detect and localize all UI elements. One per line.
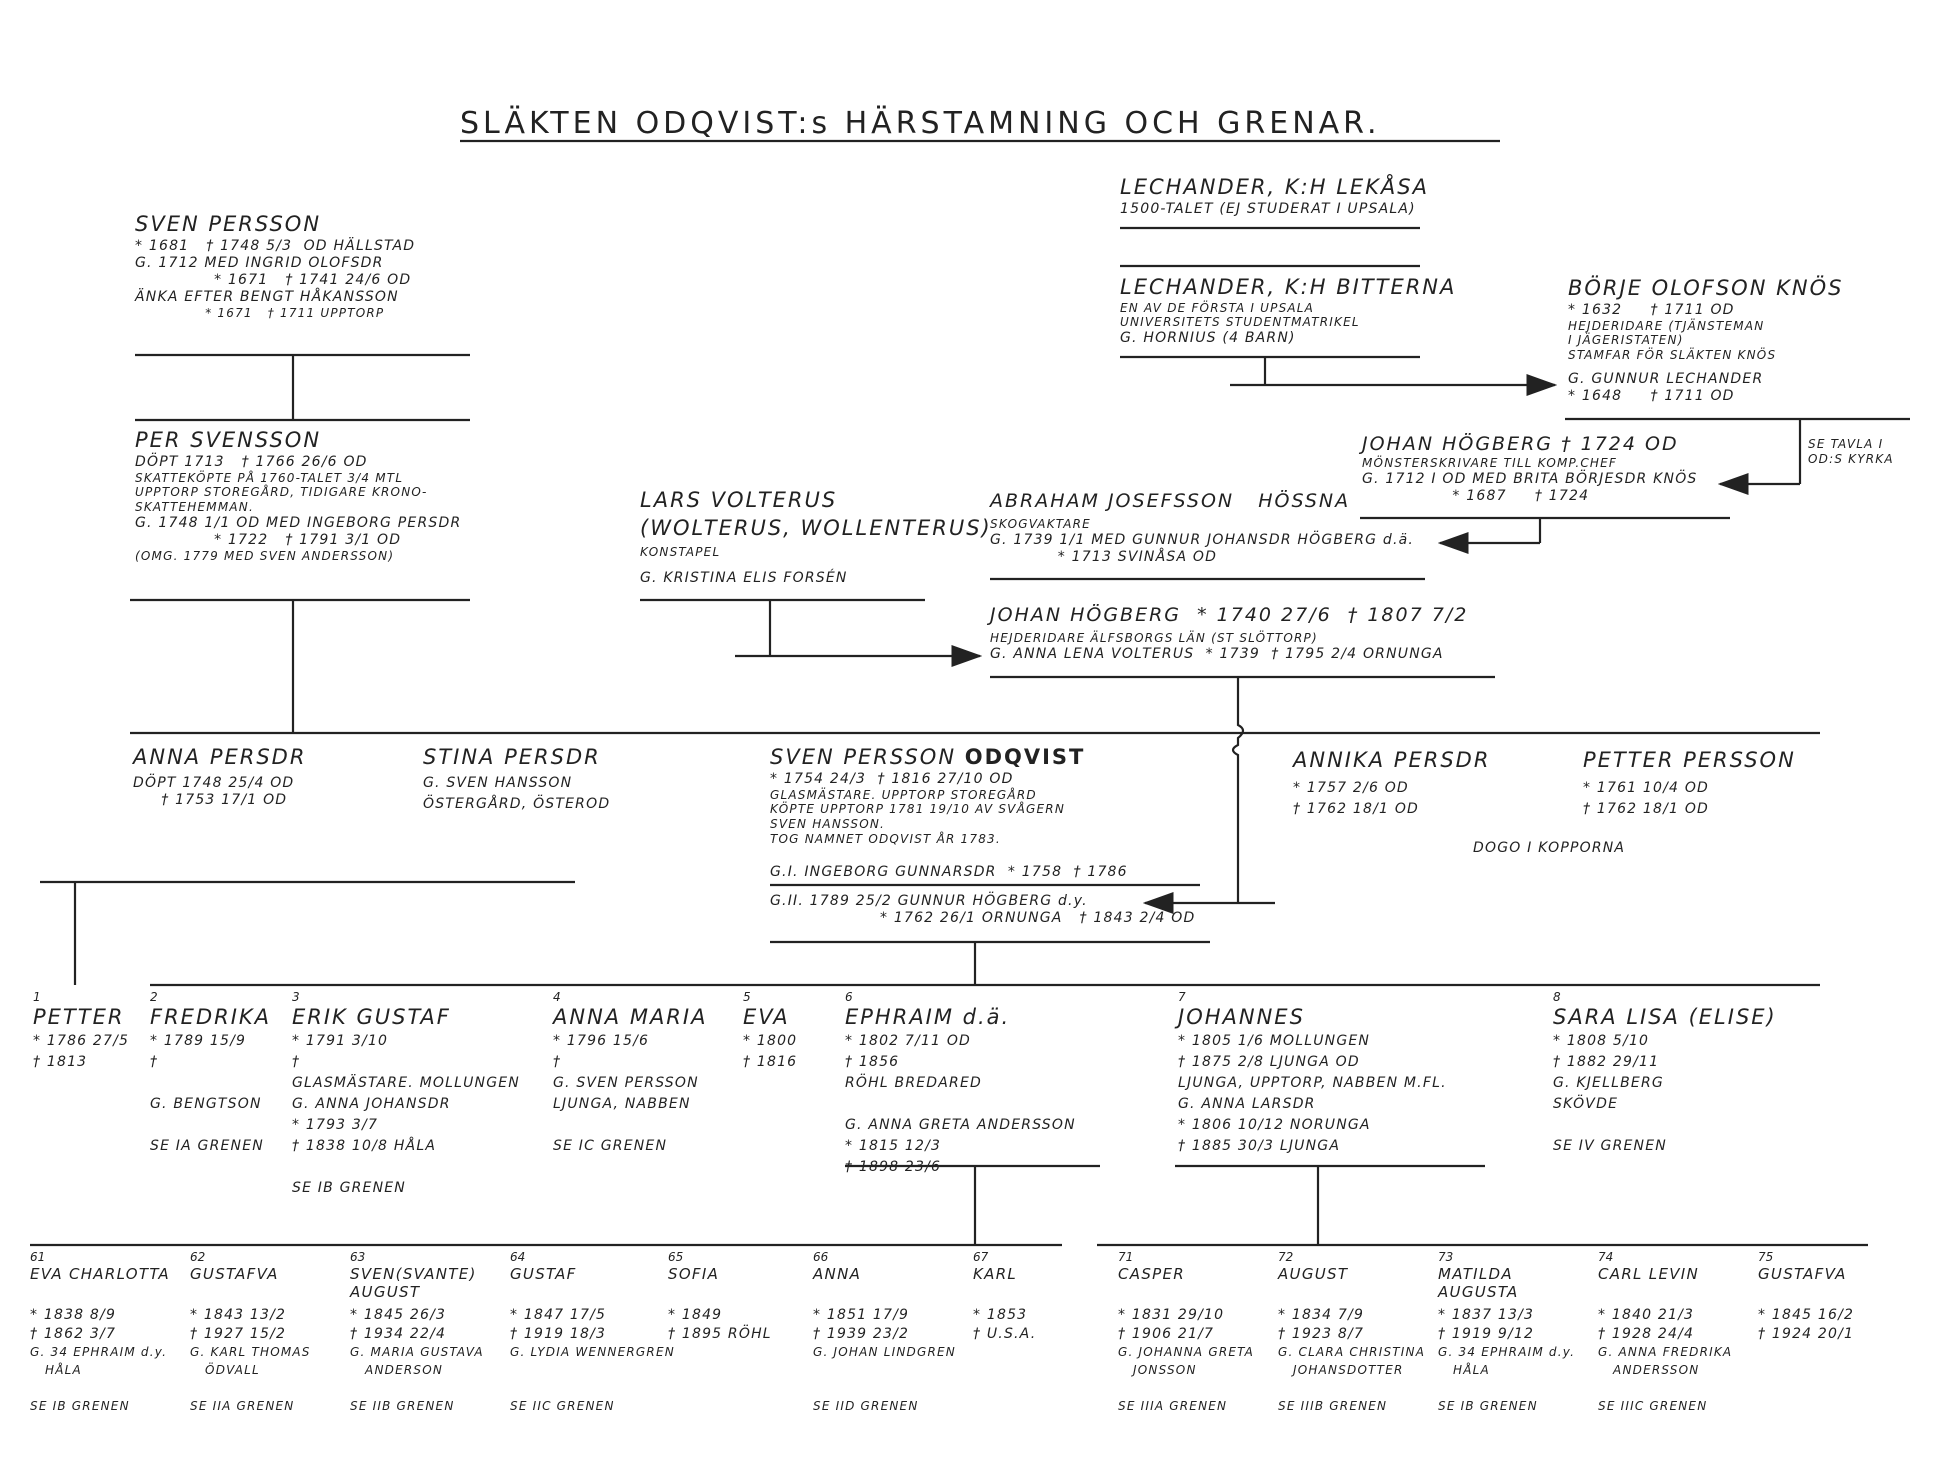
grandchild-61: 61 EVA CHARLOTTA * 1838 8/9 † 1862 3/7 G. 34 EPHRAIM d.y. HÅLA SE IB GRENEN [30,1250,170,1413]
person-name: BÖRJE OLOFSON KNÖS [1568,276,1844,300]
grandchild-number: 72 [1278,1250,1294,1264]
person-lechander-lekasa: LECHANDER, K:H LEKÅSA 1500-TALET (EJ STUDERAT I UPSALA) [1120,175,1429,217]
grandchild-71: 71 CASPER * 1831 29/10 † 1906 21/7 G. JOHANNA GRETA JONSSON SE IIIA GRENEN [1118,1250,1254,1413]
child-number: 1 [33,990,41,1004]
chart-title: SLÄKTEN ODQVIST:s HÄRSTAMNING OCH GRENAR. [460,106,1381,141]
grandchild-number: 65 [668,1250,684,1264]
grandchild-number: 61 [30,1250,46,1264]
child-number: 7 [1178,990,1186,1004]
child-5: 5 EVA * 1800 † 1816 [743,990,798,1071]
child-7: 7 JOHANNES * 1805 1/6 MOLLUNGEN † 1875 2/8 LJUNGA OD LJUNGA, UPPTORP, NABBEN M.FL. G. ANNA LARSDR * 1806 10/12 NORUNGA † 1885 30/3 LJUNGA [1178,990,1447,1155]
child-name: SARA LISA (ELISE) [1553,1004,1777,1029]
person-name: ANNIKA PERSDR [1293,748,1491,772]
person-per-svensson: PER SVENSSON DÖPT 1713 † 1766 26/6 OD SKATTEKÖPTE PÅ 1760-TALET 3/4 MTL UPPTORP STOREGÅRD, TIDIGARE KRONO- SKATTEHEMMAN. G. 1748 1/1 OD MED INGEBORG PERSDR * 1722 † 1791 3/1 OD (OMG. 1779 MED SVEN ANDERSSON) [135,428,462,563]
child-number: 6 [845,990,853,1004]
grandchild-72: 72 AUGUST * 1834 7/9 † 1923 8/7 G. CLARA CHRISTINA JOHANSDOTTER SE IIIB GRENEN [1278,1250,1426,1413]
grandchild-63: 63 SVEN(SVANTE) AUGUST * 1845 26/3 † 1934 22/4 G. MARIA GUSTAVA ANDERSON SE IIB GRENEN [350,1250,484,1413]
child-6: 6 EPHRAIM d.ä. * 1802 7/11 OD † 1856 RÖHL BREDARED G. ANNA GRETA ANDERSSON * 1815 12/3 † 1898 23/6 [845,990,1076,1176]
child-number: 4 [553,990,561,1004]
person-name: PER SVENSSON [135,428,322,452]
grandchild-75: 75 GUSTAFVA * 1845 16/2 † 1924 20/1 [1758,1250,1855,1342]
grandchild-name: CARL LEVIN [1598,1264,1700,1283]
grandchild-64: 64 GUSTAF * 1847 17/5 † 1919 18/3 G. LYDIA WENNERGREN SE IIC GRENEN [510,1250,675,1413]
person-johan-hogberg-1740: JOHAN HÖGBERG * 1740 27/6 † 1807 7/2 HEJDERIDARE ÄLFSBORGS LÄN (ST SLÖTTORP) G. ANNA LENA VOLTERUS * 1739 † 1795 2/4 ORNUNGA [990,604,1469,662]
person-name: SVEN PERSSON ODQVIST [770,745,1086,769]
grandchild-number: 62 [190,1250,206,1264]
grandchild-name: EVA CHARLOTTA [30,1264,170,1283]
child-8: 8 SARA LISA (ELISE) * 1808 5/10 † 1882 29/11 G. KJELLBERG SKÖVDE SE IV GRENEN [1553,990,1777,1155]
person-anna-persdr: ANNA PERSDR DÖPT 1748 25/4 OD † 1753 17/1 OD [133,745,307,808]
person-name: ABRAHAM JOSEFSSON HÖSSNA [990,490,1351,512]
grandchild-67: 67 KARL * 1853 † U.S.A. [973,1250,1037,1342]
grandchild-name: ANNA [813,1264,862,1283]
person-sven-persson: SVEN PERSSON * 1681 † 1748 5/3 OD HÄLLSTAD G. 1712 MED INGRID OLOFSDR * 1671 † 1741 24/6 OD ÄNKA EFTER BENGT HÅKANSSON * 1671 † 1711 UPPTORP [135,212,416,320]
child-4: 4 ANNA MARIA * 1796 15/6 † G. SVEN PERSSON LJUNGA, NABBEN SE IC GRENEN [553,990,708,1155]
person-abraham-josefsson: ABRAHAM JOSEFSSON HÖSSNA SKOGVAKTARE G. 1739 1/1 MED GUNNUR JOHANSDR HÖGBERG d.ä. * 1713 SVINÅSA OD [990,490,1415,565]
grandchild-number: 63 [350,1250,366,1264]
child-3: 3 ERIK GUSTAF * 1791 3/10 † GLASMÄSTARE. MOLLUNGEN G. ANNA JOHANSDR * 1793 3/7 † 1838 10/8 HÅLA SE IB GRENEN [292,990,520,1197]
person-stina-persdr: STINA PERSDR G. SVEN HANSSON ÖSTERGÅRD, ÖSTEROD [423,745,611,812]
child-name: ERIK GUSTAF [292,1004,451,1029]
person-name: LECHANDER, K:H BITTERNA [1120,275,1457,299]
grandchild-number: 75 [1758,1250,1774,1264]
grandchild-73: 73 MATILDA AUGUSTA * 1837 13/3 † 1919 9/12 G. 34 EPHRAIM d.y. HÅLA SE IB GRENEN [1438,1250,1576,1413]
person-name: STINA PERSDR [423,745,601,769]
child-name: ANNA MARIA [553,1004,708,1029]
person-petter-persson: PETTER PERSSON * 1761 10/4 OD † 1762 18/1 OD [1583,748,1796,817]
grandchild-74: 74 CARL LEVIN * 1840 21/3 † 1928 24/4 G. ANNA FREDRIKA ANDERSSON SE IIIC GRENEN [1598,1250,1733,1413]
child-name: PETTER [33,1004,125,1029]
person-name: JOHAN HÖGBERG * 1740 27/6 † 1807 7/2 [990,604,1469,626]
person-name: LECHANDER, K:H LEKÅSA [1120,175,1429,199]
grandchild-name: KARL [973,1264,1018,1283]
grandchild-name: GUSTAFVA [1758,1264,1847,1283]
grandchild-number: 74 [1598,1250,1614,1264]
person-name: SVEN PERSSON [135,212,322,236]
note-se-tavla: SE TAVLA I OD:S KYRKA [1808,437,1894,466]
child-number: 2 [150,990,158,1004]
grandchild-name: GUSTAFVA [190,1264,279,1283]
person-borje-olofson-knos: BÖRJE OLOFSON KNÖS * 1632 † 1711 OD HEJDERIDARE (TJÄNSTEMAN I JÄGERISTATEN) STAMFAR FÖR SLÄKTEN KNÖS G. GUNNUR LECHANDER * 1648 † 1711 OD [1568,276,1844,404]
note-dogo-i-kopporna: DOGO I KOPPORNA [1473,840,1626,856]
child-name: EVA [743,1004,790,1029]
person-sven-persson-odqvist: SVEN PERSSON ODQVIST * 1754 24/3 † 1816 27/10 OD GLASMÄSTARE. UPPTORP STOREGÅRD KÖPTE UPPTORP 1781 19/10 AV SVÅGERN SVEN HANSSON. TOG NAMNET ODQVIST ÅR 1783. [770,745,1086,846]
grandchild-66: 66 ANNA * 1851 17/9 † 1939 23/2 G. JOHAN LINDGREN SE IID GRENEN [813,1250,956,1413]
marriage-1: G.I. INGEBORG GUNNARSDR * 1758 † 1786 [770,864,1128,880]
grandchild-name: AUGUST [1278,1264,1349,1283]
child-name: EPHRAIM d.ä. [845,1004,1011,1029]
child-name: JOHANNES [1178,1004,1305,1029]
child-1: 1 PETTER * 1786 27/5 † 1813 [33,990,130,1071]
person-name: LARS VOLTERUS [640,488,838,512]
grandchild-65: 65 SOFIA * 1849 † 1895 RÖHL [668,1250,772,1342]
person-name: JOHAN HÖGBERG † 1724 OD [1362,433,1679,455]
person-name: PETTER PERSSON [1583,748,1796,772]
child-number: 3 [292,990,300,1004]
person-lars-volterus: LARS VOLTERUS (WOLTERUS, WOLLENTERUS) KONSTAPEL G. KRISTINA ELIS FORSÉN [640,488,992,586]
grandchild-name: CASPER [1118,1264,1186,1283]
grandchild-number: 67 [973,1250,989,1264]
grandchild-name: MATILDA AUGUSTA [1438,1264,1519,1301]
child-name: FREDRIKA [150,1004,272,1029]
grandchild-number: 73 [1438,1250,1454,1264]
person-annika-persdr: ANNIKA PERSDR * 1757 2/6 OD † 1762 18/1 OD [1293,748,1491,817]
grandchild-62: 62 GUSTAFVA * 1843 13/2 † 1927 15/2 G. KARL THOMAS ÖDVALL SE IIA GRENEN [190,1250,311,1413]
person-johan-hogberg-1724: JOHAN HÖGBERG † 1724 OD MÖNSTERSKRIVARE TILL KOMP.CHEF G. 1712 I OD MED BRITA BÖRJESDR KNÖS * 1687 † 1724 [1362,433,1698,504]
marriage-2: G.II. 1789 25/2 GUNNUR HÖGBERG d.y. * 1762 26/1 ORNUNGA † 1843 2/4 OD [770,893,1196,927]
child-number: 8 [1553,990,1561,1004]
grandchild-number: 71 [1118,1250,1134,1264]
grandchild-number: 66 [813,1250,829,1264]
person-name: ANNA PERSDR [133,745,307,769]
grandchild-name: SVEN(SVANTE) AUGUST [350,1264,477,1301]
person-lechander-bitterna: LECHANDER, K:H BITTERNA EN AV DE FÖRSTA I UPSALA UNIVERSITETS STUDENTMATRIKEL G. HORNIUS (4 BARN) [1120,275,1457,346]
grandchild-name: GUSTAF [510,1264,577,1283]
child-number: 5 [743,990,751,1004]
child-2: 2 FREDRIKA * 1789 15/9 † G. BENGTSON SE IA GRENEN [150,990,272,1155]
grandchild-number: 64 [510,1250,526,1264]
grandchild-name: SOFIA [668,1264,720,1283]
